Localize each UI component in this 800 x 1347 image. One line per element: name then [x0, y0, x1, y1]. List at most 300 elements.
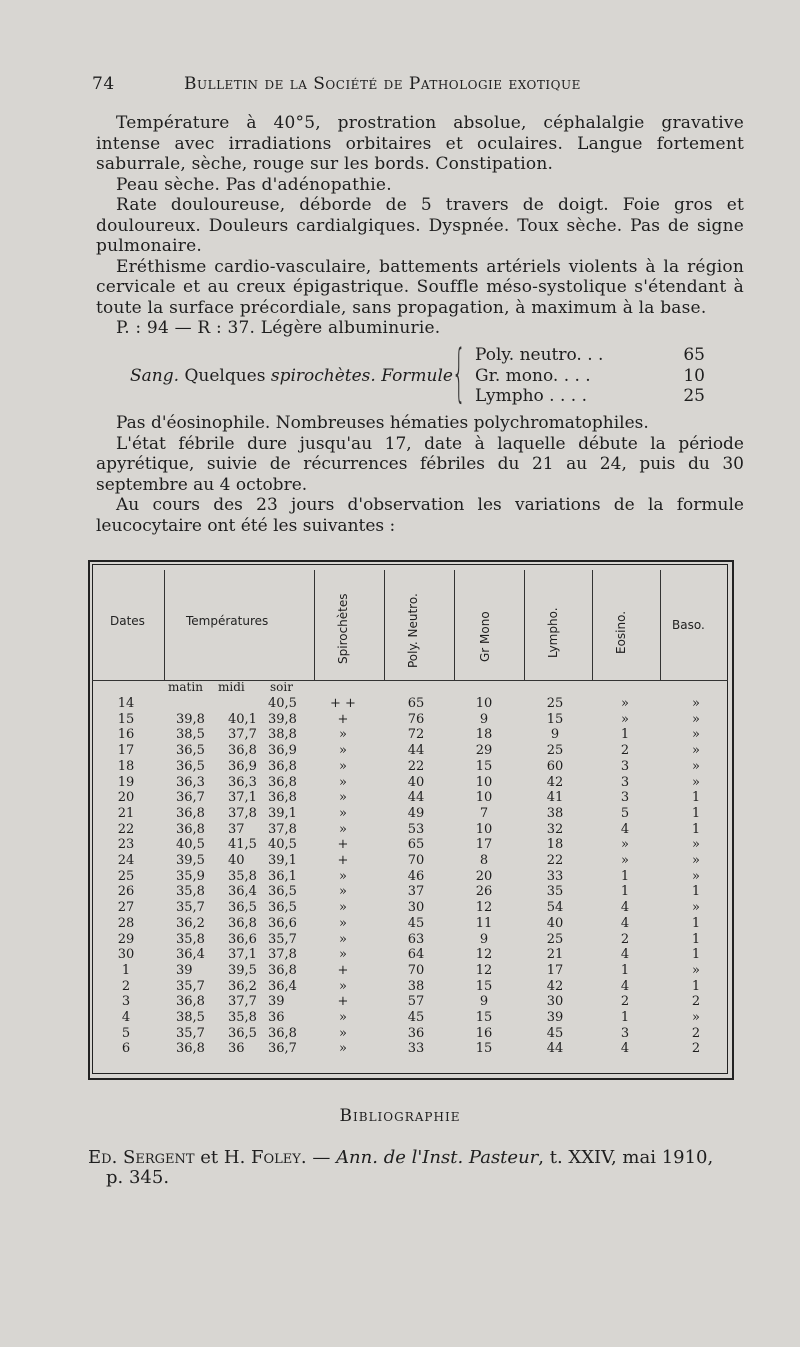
cell-date: 30 — [117, 947, 135, 963]
table-row — [88, 884, 734, 900]
table-row — [88, 822, 734, 838]
cell-eosino: » — [621, 711, 629, 727]
cell-soir: 39,8 — [268, 711, 297, 727]
paragraph: Rate douloureuse, déborde de 5 travers de doigt. Foie gros et douloureux. Douleurs cardialgiques. Dyspnée. Toux sèche. Pas de signe pulmonaire. — [96, 195, 744, 256]
cell-lympho: 17 — [546, 962, 564, 978]
leukocyte-table — [88, 560, 734, 1080]
blood-formula — [130, 336, 710, 409]
cell-poly: 70 — [407, 962, 425, 978]
cell-matin: 35,8 — [176, 884, 205, 900]
table-row — [88, 1010, 734, 1026]
table-row — [88, 743, 734, 759]
cell-lympho: 32 — [546, 821, 564, 837]
cell-soir: 36,1 — [268, 868, 297, 884]
column-divider — [164, 570, 165, 680]
cell-mono: 10 — [475, 696, 493, 711]
cell-baso: 1 — [691, 821, 701, 837]
cell-lympho: 33 — [546, 868, 564, 884]
cell-poly: 44 — [407, 790, 425, 806]
cell-spirochetes: » — [339, 947, 347, 963]
formula-name: Poly. neutro. . . — [475, 345, 604, 365]
cell-baso: » — [692, 962, 700, 978]
cell-matin: 36,8 — [176, 994, 205, 1010]
cell-matin: 38,5 — [176, 1010, 205, 1025]
cell-poly: 45 — [407, 1010, 425, 1025]
table-row — [88, 900, 734, 916]
cell-poly: 49 — [407, 805, 425, 821]
cell-baso: 2 — [691, 1025, 701, 1041]
cell-date: 18 — [117, 758, 135, 774]
cell-eosino: 4 — [620, 947, 630, 963]
cell-poly: 45 — [407, 915, 425, 931]
cell-date: 1 — [121, 962, 131, 978]
cell-baso: » — [692, 774, 700, 790]
cell-midi: 35,8 — [228, 1010, 257, 1025]
cell-eosino: 2 — [620, 743, 630, 759]
author-foley: H. Foley. — [223, 1147, 307, 1168]
cell-baso: 1 — [691, 931, 701, 947]
cell-poly: 46 — [407, 868, 425, 884]
table-row — [88, 696, 734, 712]
cell-eosino: » — [621, 837, 629, 853]
cell-soir: 36,8 — [268, 758, 297, 774]
column-divider — [592, 570, 593, 680]
cell-mono: 11 — [475, 915, 493, 931]
cell-spirochetes: » — [339, 978, 347, 994]
table-row — [88, 712, 734, 728]
cell-eosino: 4 — [620, 915, 630, 931]
cell-lympho: 42 — [546, 774, 564, 790]
cell-soir: 39,1 — [268, 853, 297, 868]
cell-lympho: 35 — [546, 884, 564, 900]
cell-spirochetes: » — [339, 727, 347, 743]
cell-midi: 36,9 — [228, 758, 257, 774]
cell-midi: 36,5 — [228, 1025, 257, 1041]
cell-mono: 20 — [475, 868, 493, 884]
subheader-midi: midi — [218, 680, 245, 694]
cell-matin: 35,7 — [176, 1025, 205, 1041]
cell-lympho: 25 — [546, 743, 564, 759]
cell-midi: 36,5 — [228, 900, 257, 916]
cell-eosino: 1 — [620, 727, 630, 743]
cell-baso: » — [692, 868, 700, 884]
clinical-description — [96, 113, 744, 339]
bibliography-title: Bibliographie — [339, 1106, 461, 1126]
cell-lympho: 21 — [546, 947, 564, 963]
cell-baso: » — [692, 696, 700, 711]
column-divider — [314, 570, 315, 680]
cell-midi: 36,8 — [228, 743, 257, 759]
cell-spirochetes: » — [339, 1025, 347, 1041]
formula-value: 65 — [683, 345, 705, 365]
cell-spirochetes: + — [337, 994, 349, 1010]
running-header — [92, 74, 652, 98]
cell-lympho: 25 — [546, 696, 564, 711]
table-row — [88, 947, 734, 963]
cell-lympho: 22 — [546, 853, 564, 868]
cell-mono: 9 — [479, 994, 489, 1010]
cell-eosino: 4 — [620, 821, 630, 837]
cell-mono: 15 — [475, 1041, 493, 1057]
cell-poly: 57 — [407, 994, 425, 1010]
column-divider — [384, 570, 385, 680]
cell-eosino: » — [621, 696, 629, 711]
brace-icon: { — [452, 336, 466, 409]
cell-date: 22 — [117, 821, 135, 837]
cell-date: 4 — [121, 1010, 131, 1025]
column-divider — [524, 570, 525, 680]
cell-midi: 36,6 — [228, 931, 257, 947]
cell-midi: 36 — [228, 1041, 245, 1057]
cell-poly: 76 — [407, 711, 425, 727]
cell-lympho: 40 — [546, 915, 564, 931]
table-row — [88, 837, 734, 853]
cell-soir: 36,6 — [268, 915, 297, 931]
header-dates: Dates — [110, 614, 145, 628]
cell-lympho: 45 — [546, 1025, 564, 1041]
cell-midi: 40,1 — [228, 711, 257, 727]
dash: — — [306, 1147, 337, 1168]
cell-mono: 16 — [475, 1025, 493, 1041]
cell-matin: 36,8 — [176, 1041, 205, 1057]
cell-midi: 36,3 — [228, 774, 257, 790]
cell-soir: 36,9 — [268, 743, 297, 759]
cell-soir: 39 — [268, 994, 285, 1010]
table-row — [88, 932, 734, 948]
cell-baso: 1 — [691, 884, 701, 900]
conjunction: et — [194, 1147, 224, 1168]
cell-baso: 2 — [691, 1041, 701, 1057]
formula-value: 25 — [683, 386, 705, 406]
cell-date: 19 — [117, 774, 135, 790]
column-divider — [454, 570, 455, 680]
cell-soir: 37,8 — [268, 821, 297, 837]
blood-label — [130, 366, 453, 386]
cell-lympho: 42 — [546, 978, 564, 994]
cell-lympho: 30 — [546, 994, 564, 1010]
cell-poly: 44 — [407, 743, 425, 759]
cell-lympho: 9 — [550, 727, 560, 743]
cell-spirochetes: » — [339, 805, 347, 821]
cell-matin: 36,5 — [176, 743, 205, 759]
cell-baso: 1 — [691, 915, 701, 931]
cell-lympho: 15 — [546, 711, 564, 727]
header-gr-mono: Gr Mono — [478, 611, 492, 662]
journal-title: Bulletin de la Société de Pathologie exotique — [184, 74, 581, 94]
cell-poly: 33 — [407, 1041, 425, 1057]
cell-matin: 36,5 — [176, 758, 205, 774]
bibliography-entry — [88, 1148, 738, 1188]
formula-name: Gr. mono. . . . — [475, 365, 591, 386]
cell-eosino: 4 — [620, 978, 630, 994]
cell-midi: 37,8 — [228, 805, 257, 821]
cell-mono: 10 — [475, 774, 493, 790]
header-lympho: Lympho. — [546, 607, 560, 658]
table-row — [88, 853, 734, 869]
cell-matin: 36,8 — [176, 821, 205, 837]
cell-mono: 15 — [475, 1010, 493, 1025]
cell-lympho: 60 — [546, 758, 564, 774]
cell-matin: 36,7 — [176, 790, 205, 806]
cell-spirochetes: » — [339, 774, 347, 790]
cell-soir: 35,7 — [268, 931, 297, 947]
paragraph: Au cours des 23 jours d'observation les variations de la formule leucocytaire ont été les suivantes : — [96, 495, 744, 536]
cell-date: 20 — [117, 790, 135, 806]
cell-baso: » — [692, 900, 700, 916]
cell-lympho: 39 — [546, 1010, 564, 1025]
cell-midi: 36,2 — [228, 978, 257, 994]
cell-eosino: 1 — [620, 884, 630, 900]
cell-matin: 39 — [176, 962, 193, 978]
cell-poly: 22 — [407, 758, 425, 774]
author-sergent: Ed. Sergent — [88, 1147, 195, 1168]
cell-poly: 65 — [407, 837, 425, 853]
cell-matin: 35,7 — [176, 900, 205, 916]
cell-eosino: 2 — [620, 994, 630, 1010]
cell-poly: 53 — [407, 821, 425, 837]
formula-row — [475, 386, 705, 407]
cell-soir: 40,5 — [268, 696, 297, 711]
cell-date: 2 — [121, 978, 131, 994]
cell-matin: 39,5 — [176, 853, 205, 868]
cell-eosino: 3 — [620, 1025, 630, 1041]
cell-baso: 2 — [691, 994, 701, 1010]
header-poly-neutro: Poly. Neutro. — [406, 593, 420, 668]
cell-date: 23 — [117, 837, 135, 853]
cell-spirochetes: » — [339, 1010, 347, 1025]
cell-mono: 15 — [475, 758, 493, 774]
cell-matin: 36,3 — [176, 774, 205, 790]
cell-date: 17 — [117, 743, 135, 759]
cell-midi: 35,8 — [228, 868, 257, 884]
cell-date: 28 — [117, 915, 135, 931]
cell-mono: 9 — [479, 711, 489, 727]
cell-lympho: 25 — [546, 931, 564, 947]
table-row — [88, 916, 734, 932]
formula-name: Lympho . . . . — [475, 386, 588, 406]
cell-poly: 65 — [407, 696, 425, 711]
formula-rows — [475, 345, 705, 407]
header-temperatures: Températures — [186, 614, 269, 628]
cell-matin: 40,5 — [176, 837, 205, 853]
cell-spirochetes: » — [339, 915, 347, 931]
formula-row — [475, 366, 705, 387]
cell-matin: 35,8 — [176, 931, 205, 947]
cell-poly: 37 — [407, 884, 425, 900]
cell-matin: 35,9 — [176, 868, 205, 884]
header-spirochetes: Spirochètes — [336, 593, 350, 664]
cell-date: 5 — [121, 1025, 131, 1041]
paragraph: Pas d'éosinophile. Nombreuses hématies polychromatophiles. — [116, 413, 649, 433]
cell-mono: 26 — [475, 884, 493, 900]
table-row — [88, 806, 734, 822]
cell-eosino: 4 — [620, 1041, 630, 1057]
cell-poly: 64 — [407, 947, 425, 963]
cell-soir: 36 — [268, 1010, 285, 1025]
cell-mono: 18 — [475, 727, 493, 743]
cell-baso: » — [692, 1010, 700, 1025]
cell-midi: 37,1 — [228, 947, 257, 963]
quelques-label: Quelques — [184, 366, 266, 386]
paragraph: Eréthisme cardio-vasculaire, battements artériels violents à la région cervicale et au creux épigastrique. Souffle méso-systolique s'étendant à toute la surface précordiale, sans propagation, à maximum à la base. — [96, 256, 744, 318]
cell-midi: 36,4 — [228, 884, 257, 900]
cell-baso: » — [692, 837, 700, 853]
page-ref: p. 345. — [106, 1167, 170, 1188]
paragraph: P. : 94 — R : 37. Légère albuminurie. — [116, 318, 441, 338]
paragraph: Peau sèche. Pas d'adénopathie. — [116, 174, 392, 195]
cell-lympho: 18 — [546, 837, 564, 853]
cell-midi: 37 — [228, 821, 245, 837]
cell-soir: 39,1 — [268, 805, 297, 821]
cell-soir: 36,8 — [268, 774, 297, 790]
cell-date: 24 — [117, 853, 135, 868]
formula-row — [475, 345, 705, 366]
formula-value: 10 — [683, 365, 705, 386]
cell-mono: 7 — [479, 805, 489, 821]
subheader-matin: matin — [168, 680, 203, 694]
cell-spirochetes: » — [339, 931, 347, 947]
cell-spirochetes: + — [337, 711, 349, 727]
cell-spirochetes: » — [339, 900, 347, 916]
cell-midi: 40 — [228, 853, 245, 868]
cell-spirochetes: » — [339, 884, 347, 900]
cell-soir: 40,5 — [268, 837, 297, 853]
cell-baso: 1 — [691, 805, 701, 821]
cell-spirochetes: + — [337, 837, 349, 853]
cell-midi: 41,5 — [228, 837, 257, 853]
cell-matin: 38,5 — [176, 727, 205, 743]
cell-matin: 36,4 — [176, 947, 205, 963]
cell-mono: 10 — [475, 790, 493, 806]
paragraph: L'état fébrile dure jusqu'au 17, date à laquelle débute la période apyrétique, suivie de récurrences fébriles du 21 au 24, puis du 30 septembre au 4 octobre. — [96, 433, 744, 495]
cell-lympho: 54 — [546, 900, 564, 916]
cell-mono: 10 — [475, 821, 493, 837]
cell-eosino: 1 — [620, 1010, 630, 1025]
observation-text — [96, 413, 744, 536]
cell-mono: 29 — [475, 743, 493, 759]
cell-date: 25 — [117, 868, 135, 884]
cell-baso: » — [692, 711, 700, 727]
cell-soir: 36,5 — [268, 884, 297, 900]
cell-spirochetes: » — [339, 758, 347, 774]
cell-baso: 1 — [691, 978, 701, 994]
cell-date: 29 — [117, 931, 135, 947]
cell-soir: 36,7 — [268, 1041, 297, 1057]
column-divider — [660, 570, 661, 680]
cell-poly: 38 — [407, 978, 425, 994]
table-row — [88, 963, 734, 979]
cell-spirochetes: + + — [330, 696, 356, 711]
cell-poly: 40 — [407, 774, 425, 790]
spirochetes-label: spirochètes. Formule — [270, 366, 453, 386]
table-row — [88, 1041, 734, 1057]
cell-baso: » — [692, 743, 700, 759]
cell-soir: 37,8 — [268, 947, 297, 963]
cell-baso: » — [692, 853, 700, 868]
header-eosino: Eosino. — [614, 610, 628, 654]
cell-soir: 36,8 — [268, 962, 297, 978]
table-row — [88, 869, 734, 885]
cell-baso: » — [692, 758, 700, 774]
cell-mono: 17 — [475, 837, 493, 853]
cell-date: 15 — [117, 711, 135, 727]
cell-eosino: 4 — [620, 900, 630, 916]
cell-date: 21 — [117, 805, 135, 821]
table-row — [88, 790, 734, 806]
cell-matin: 36,8 — [176, 805, 205, 821]
table-row — [88, 979, 734, 995]
sang-label: Sang. — [130, 366, 180, 386]
cell-spirochetes: » — [339, 821, 347, 837]
cell-date: 3 — [121, 994, 131, 1010]
cell-spirochetes: + — [337, 853, 349, 868]
cell-soir: 38,8 — [268, 727, 297, 743]
cell-eosino: 2 — [620, 931, 630, 947]
cell-date: 14 — [117, 696, 135, 711]
cell-eosino: 5 — [620, 805, 630, 821]
cell-matin: 39,8 — [176, 711, 205, 727]
cell-eosino: 1 — [620, 962, 630, 978]
cell-midi: 36,8 — [228, 915, 257, 931]
table-row — [88, 759, 734, 775]
cell-date: 16 — [117, 727, 135, 743]
cell-lympho: 44 — [546, 1041, 564, 1057]
table-row — [88, 1026, 734, 1042]
cell-spirochetes: » — [339, 743, 347, 759]
cell-soir: 36,8 — [268, 1025, 297, 1041]
cell-poly: 30 — [407, 900, 425, 916]
cell-mono: 8 — [479, 853, 489, 868]
cell-baso: 1 — [691, 790, 701, 806]
cell-eosino: 3 — [620, 758, 630, 774]
cell-matin: 36,2 — [176, 915, 205, 931]
table-row — [88, 775, 734, 791]
cell-eosino: 3 — [620, 774, 630, 790]
cell-mono: 12 — [475, 900, 493, 916]
cell-midi: 37,7 — [228, 727, 257, 743]
table-row — [88, 994, 734, 1010]
cell-date: 27 — [117, 900, 135, 916]
cell-midi: 37,1 — [228, 790, 257, 806]
header-baso: Baso. — [672, 618, 705, 632]
table-row — [88, 727, 734, 743]
cell-mono: 9 — [479, 931, 489, 947]
cell-poly: 36 — [407, 1025, 425, 1041]
cell-eosino: 1 — [620, 868, 630, 884]
cell-mono: 15 — [475, 978, 493, 994]
journal-name: Ann. de l'Inst. Pasteur — [336, 1147, 539, 1168]
cell-midi: 39,5 — [228, 962, 257, 978]
cell-soir: 36,8 — [268, 790, 297, 806]
page-number: 74 — [92, 74, 115, 94]
cell-midi: 37,7 — [228, 994, 257, 1010]
cell-mono: 12 — [475, 962, 493, 978]
cell-spirochetes: + — [337, 962, 349, 978]
cell-matin: 35,7 — [176, 978, 205, 994]
cell-lympho: 41 — [546, 790, 564, 806]
cell-soir: 36,5 — [268, 900, 297, 916]
cell-spirochetes: » — [339, 868, 347, 884]
cell-eosino: » — [621, 853, 629, 868]
cell-spirochetes: » — [339, 790, 347, 806]
cell-poly: 63 — [407, 931, 425, 947]
cell-lympho: 38 — [546, 805, 564, 821]
cell-date: 26 — [117, 884, 135, 900]
cell-baso: 1 — [691, 947, 701, 963]
cell-eosino: 3 — [620, 790, 630, 806]
subheader-soir: soir — [270, 680, 293, 694]
cell-mono: 12 — [475, 947, 493, 963]
